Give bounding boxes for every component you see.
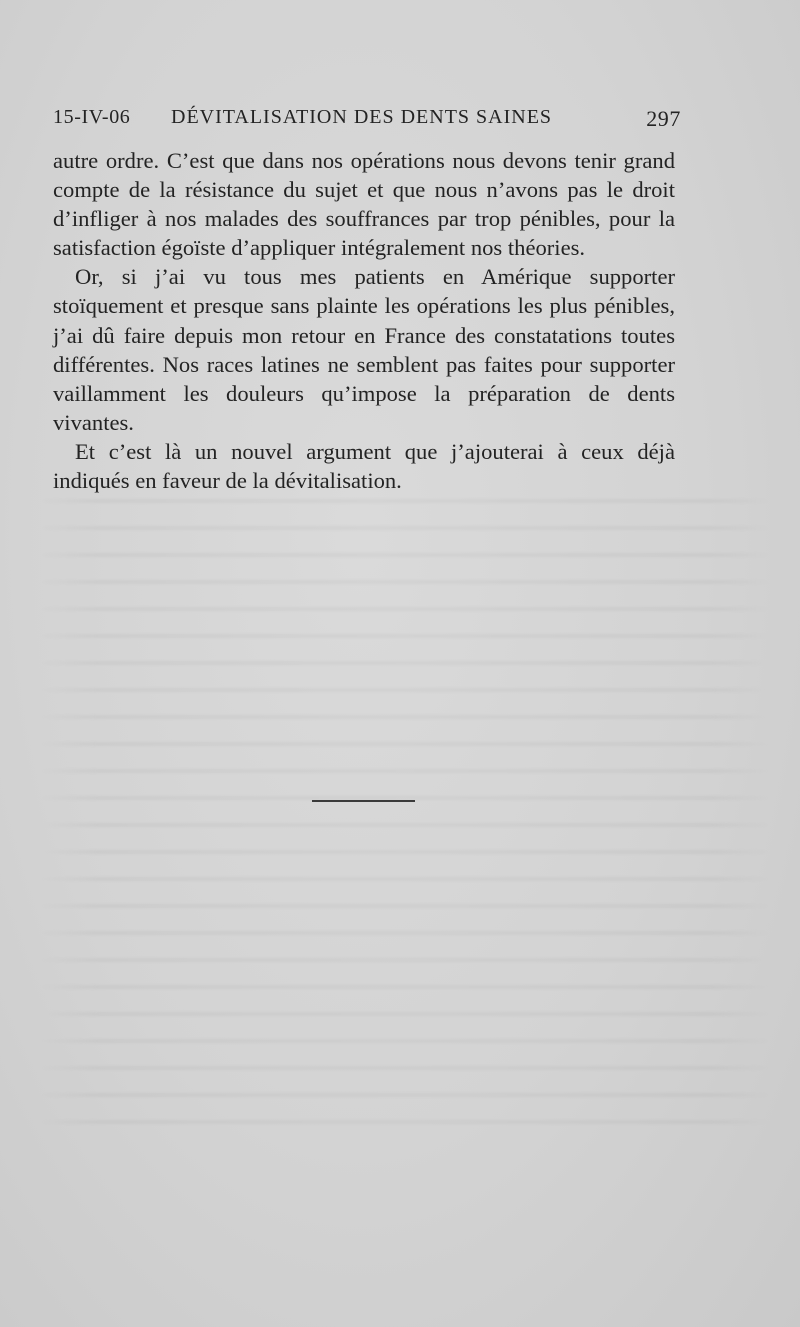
- paragraph: Et c’est là un nouvel argument que j’ajouterai à ceux déjà indiqués en faveur de la dévitalisation.: [53, 438, 675, 494]
- show-through-text: [40, 500, 770, 1200]
- body-text: [53, 146, 675, 495]
- running-title: DÉVITALISATION DES DENTS SAINES: [171, 106, 553, 128]
- paragraph: autre ordre. C’est que dans nos opérations nous devons tenir grand compte de la résistance du sujet et que nous n’avons pas le droit d’infliger à nos malades des souffrances par trop pénibles, pour la satisfaction égoïste d’appliquer intégralement nos théories.: [53, 148, 675, 261]
- running-header: [53, 106, 681, 140]
- section-divider-rule: [312, 800, 415, 802]
- page-number: 297: [646, 106, 681, 131]
- paragraph: Or, si j’ai vu tous mes patients en Amérique supporter stoïquement et presque sans plainte les opérations les plus pénibles, j’ai dû faire depuis mon retour en France des constatations toutes différentes. Nos races latines ne semblent pas faites pour supporter vaillamment les douleurs qu’impose la préparation de dents vivantes.: [53, 264, 675, 435]
- header-date: 15-IV-06: [53, 106, 131, 128]
